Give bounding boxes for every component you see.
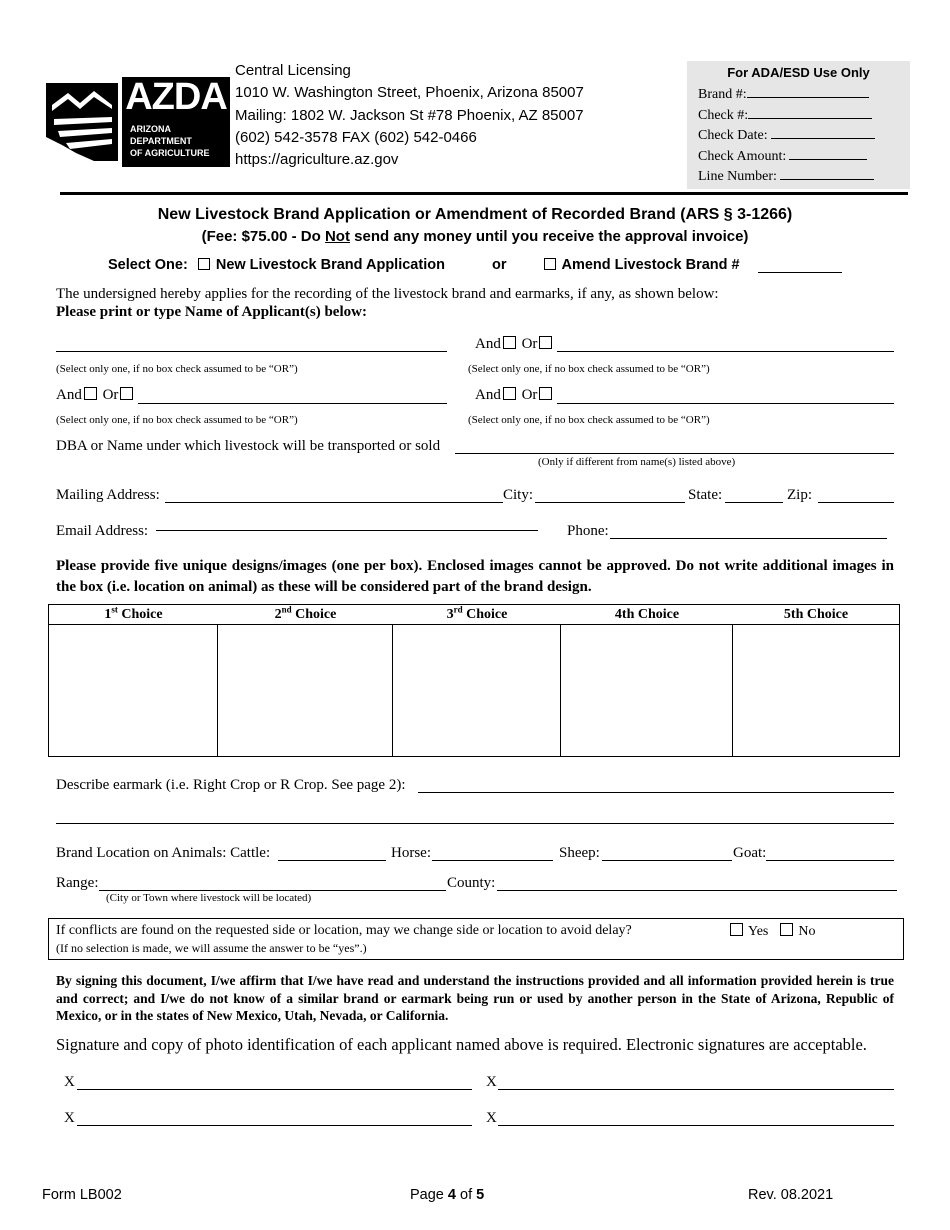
amend-brand-number-field[interactable]	[758, 272, 842, 273]
applicant-2-or-checkbox[interactable]	[539, 336, 552, 349]
signature-x-4: X	[486, 1110, 497, 1126]
street-address: 1010 W. Washington Street, Phoenix, Arizona 85007	[235, 84, 584, 102]
phone-label: Phone:	[567, 523, 609, 539]
office-name: Central Licensing	[235, 62, 351, 79]
county-field[interactable]	[497, 890, 897, 891]
revision-date: Rev. 08.2021	[748, 1187, 834, 1203]
signature-3-field[interactable]	[77, 1125, 472, 1126]
mailing-address-field[interactable]	[165, 502, 503, 503]
zip-label: Zip:	[787, 487, 812, 503]
phone-field[interactable]	[610, 538, 887, 539]
earmark-label: Describe earmark (i.e. Right Crop or R Crop. See page 2):	[56, 777, 406, 793]
choice-3-header: 3rd Choice	[446, 604, 508, 622]
conflict-no-label: No	[798, 924, 816, 939]
choice-5-header: 5th Choice	[783, 607, 849, 622]
header-divider	[60, 192, 908, 195]
state-field[interactable]	[725, 502, 783, 503]
applicant-1-field[interactable]	[56, 351, 447, 352]
fee-note: (Fee: $75.00 - Do Not send any money until you receive the approval invoice)	[201, 228, 749, 245]
brand-location-label: Brand Location on Animals: Cattle:	[56, 845, 271, 861]
county-label: County:	[447, 875, 496, 891]
choice-3-drawing-area[interactable]	[392, 624, 561, 756]
conflict-yes-label: Yes	[747, 924, 769, 939]
select-one-label: Select One:	[108, 257, 188, 273]
mailing-address: Mailing: 1802 W. Jackson St #78 Phoenix, AZ 85007	[235, 106, 584, 124]
cattle-location-field[interactable]	[278, 860, 386, 861]
form-title: New Livestock Brand Application or Amendment of Recorded Brand (ARS § 3-1266)	[157, 206, 793, 223]
sheep-location-field[interactable]	[602, 860, 732, 861]
office-use-title: For ADA/ESD Use Only	[727, 65, 870, 80]
conflict-question: If conflicts are found on the requested side or location, may we change side or location to avoid delay?	[56, 923, 632, 938]
website-link[interactable]: https://agriculture.az.gov	[235, 151, 399, 169]
check-date-label: Check Date:	[698, 128, 768, 143]
horse-label: Horse:	[391, 845, 431, 861]
range-note: (City or Town where livestock will be located)	[106, 892, 312, 904]
signature-1-field[interactable]	[77, 1089, 472, 1090]
applicant-3-and-checkbox[interactable]	[84, 387, 97, 400]
brand-design-table	[48, 604, 900, 757]
applicant-note: (Select only one, if no box check assumed to be “OR”)	[468, 414, 710, 426]
applicant-2-connector: And Or	[475, 336, 554, 353]
check-number-field[interactable]	[748, 105, 872, 119]
choice-1-drawing-area[interactable]	[49, 624, 217, 756]
applicant-4-connector: And Or	[475, 387, 554, 404]
amend-brand-label: Amend Livestock Brand #	[561, 257, 740, 273]
choice-2-header: 2nd Choice	[274, 604, 337, 622]
choice-4-drawing-area[interactable]	[560, 624, 733, 756]
intro-text: The undersigned hereby applies for the recording of the livestock brand and earmarks, if any, as shown below:	[56, 286, 719, 302]
applicant-3-or-checkbox[interactable]	[120, 387, 133, 400]
check-number-label: Check #:	[698, 107, 749, 123]
applicant-note: (Select only one, if no box check assumed to be “OR”)	[56, 363, 298, 375]
email-label: Email Address:	[56, 523, 149, 539]
choice-4-header: 4th Choice	[614, 607, 680, 622]
dba-label: DBA or Name under which livestock will be transported or sold	[56, 438, 441, 454]
applicant-2-field[interactable]	[557, 351, 894, 352]
choice-1-header: 1st Choice	[104, 604, 163, 622]
line-number-field[interactable]	[780, 166, 874, 180]
applicant-instruction: Please print or type Name of Applicant(s) below:	[56, 304, 367, 320]
signature-2-field[interactable]	[498, 1089, 894, 1090]
sheep-label: Sheep:	[559, 845, 600, 861]
logo-text: AZDA	[125, 76, 227, 118]
signature-x-3: X	[64, 1110, 75, 1126]
check-date-field[interactable]	[771, 125, 875, 139]
conflict-no-checkbox[interactable]	[780, 923, 793, 936]
form-number: Form LB002	[42, 1187, 122, 1203]
conflict-yes-checkbox[interactable]	[730, 923, 743, 936]
email-field[interactable]	[156, 530, 538, 531]
office-use-box	[687, 61, 910, 189]
dba-field[interactable]	[455, 453, 894, 454]
select-row	[108, 257, 445, 273]
azda-logo	[42, 75, 230, 167]
logo-subtext-2: DEPARTMENT	[130, 136, 192, 146]
goat-label: Goat:	[733, 845, 767, 861]
arizona-map-icon	[42, 75, 120, 167]
signature-x-2: X	[486, 1074, 497, 1090]
amend-brand-checkbox[interactable]	[544, 258, 556, 270]
applicant-3-field[interactable]	[138, 403, 447, 404]
new-brand-checkbox[interactable]	[198, 258, 210, 270]
phone-fax: (602) 542-3578 FAX (602) 542-0466	[235, 128, 477, 146]
choice-2-drawing-area[interactable]	[217, 624, 393, 756]
logo-subtext-3: OF AGRICULTURE	[130, 148, 210, 158]
page-indicator: Page 4 of 5	[410, 1187, 485, 1203]
affirmation-text: By signing this document, I/we affirm that I/we have read and understand the instructions provided and all information provided herein is true and correct; and I/we do not know of a similar brand or earmark being run or used by another person in the State of Arizona, Republic of Mexico, or in the states of New Mexico, Utah, Nevada, or California.	[56, 973, 894, 1023]
line-number-label: Line Number:	[698, 169, 777, 184]
signature-4-field[interactable]	[498, 1125, 894, 1126]
contact-block	[235, 60, 584, 171]
range-field[interactable]	[99, 890, 446, 891]
conflict-box	[48, 918, 904, 960]
range-label: Range:	[56, 875, 99, 891]
applicant-4-or-checkbox[interactable]	[539, 387, 552, 400]
fee-not-emphasis: Not	[324, 228, 350, 245]
applicant-2-and-checkbox[interactable]	[503, 336, 516, 349]
applicant-4-and-checkbox[interactable]	[503, 387, 516, 400]
brand-number-field[interactable]	[747, 84, 869, 98]
earmark-field-line-2[interactable]	[56, 823, 894, 824]
applicant-4-field[interactable]	[557, 403, 894, 404]
signature-requirement: Signature and copy of photo identification of each applicant named above is required. Electronic signatures are acceptable.	[56, 1035, 867, 1054]
mailing-address-label: Mailing Address:	[56, 487, 160, 503]
horse-location-field[interactable]	[432, 860, 553, 861]
applicant-note: (Select only one, if no box check assumed to be “OR”)	[468, 363, 710, 375]
design-instructions: Please provide five unique designs/images (one per box). Enclosed images cannot be approved. Do not write additional images in the box (i.e. location on animal) as these will be considered part of the brand design.	[56, 558, 894, 595]
conflict-note: (If no selection is made, we will assume the answer to be “yes”.)	[56, 941, 367, 955]
applicant-3-connector: And Or	[56, 387, 135, 404]
dba-note: (Only if different from name(s) listed above)	[538, 456, 736, 468]
logo-subtext-1: ARIZONA	[130, 124, 171, 134]
check-amount-field[interactable]	[789, 146, 867, 160]
check-amount-label: Check Amount:	[698, 148, 787, 164]
city-field[interactable]	[535, 502, 685, 503]
signature-x-1: X	[64, 1074, 75, 1090]
new-brand-label: New Livestock Brand Application	[215, 257, 445, 273]
select-or: or	[492, 257, 507, 273]
brand-number-label: Brand #:	[698, 87, 747, 102]
city-label: City:	[503, 487, 534, 503]
choice-5-drawing-area[interactable]	[732, 624, 900, 756]
applicant-note: (Select only one, if no box check assumed to be “OR”)	[56, 414, 298, 426]
goat-location-field[interactable]	[766, 860, 894, 861]
earmark-field[interactable]	[418, 792, 894, 793]
amend-row	[542, 257, 740, 273]
zip-field[interactable]	[818, 502, 894, 503]
state-label: State:	[688, 487, 723, 503]
